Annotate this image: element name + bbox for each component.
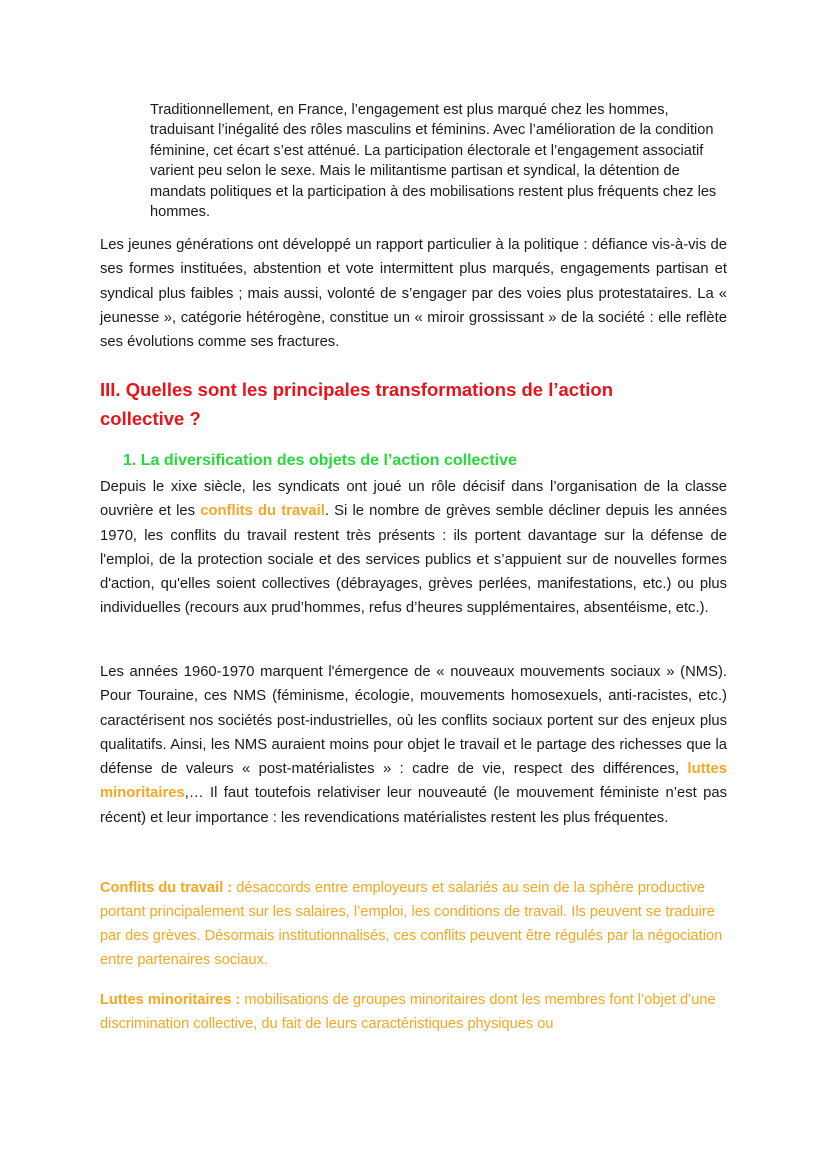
keyword-luttes-minoritaires: luttes minoritaires: [100, 761, 727, 802]
indented-quote: Traditionnellement, en France, l’engagement est plus marqué chez les hommes, traduisant l’inégalité des rôles masculins et féminins. Avec l’amélioration de la condition féminine, cet écart s’est atténué. La participation électorale et l’engagement associatif varient peu selon le sexe. Mais le militantisme partisan et syndical, la détention de mandats politiques et la participation à des mobilisations restent plus fréquents chez les hommes.: [150, 102, 717, 221]
definition-term: Luttes minoritaires :: [100, 992, 241, 1008]
keyword-conflits-du-travail: conflits du travail: [200, 503, 325, 520]
section-heading: III. Quelles sont les principales transformations de l’action collective ?: [100, 379, 613, 429]
definition-conflits-du-travail: [100, 876, 727, 972]
definition-text: désaccords entre employeurs et salariés au sein de la sphère productive portant principalement sur les salaires, l’emploi, les conditions de travail. Ils peuvent se traduire par des grèves. Désormais institutionnalisés, ces conflits peuvent être régulés par la négociation entre partenaires sociaux.: [100, 880, 723, 968]
definition-luttes-minoritaires: [100, 988, 727, 1036]
text: ,… Il faut toutefois relativiser leur nouveauté (le mouvement féministe n’est pas récent) et leur importance : les revendications matérialistes restent les plus fréquentes.: [100, 785, 727, 826]
text: Les années 1960-1970 marquent l'émergence de « nouveaux mouvements sociaux » (NMS). Pour Touraine, ces NMS (féminisme, écologie, mouvements homosexuels, anti-racistes, etc.) caractérisent nos sociétés post-industrielles, où les conflits sociaux portent sur des enjeux plus qualitatifs. Ainsi, les NMS auraient moins pour objet le travail et le partage des richesses que la défense de valeurs « post-matérialistes » : cadre de vie, respect des différences,: [100, 664, 727, 778]
definition-term: Conflits du travail :: [100, 880, 233, 896]
subsection-heading: 1. La diversification des objets de l’action collective: [123, 452, 517, 469]
unions-paragraph: [100, 475, 727, 621]
text: . Si le nombre de grèves semble décliner depuis les années 1970, les conflits du travail restent très présents : ils portent davantage sur la défense de l'emploi, de la protection sociale et des services publics et s’appuient sur de nouvelles formes d'action, qu'elles soient collectives (débrayages, grèves perlées, manifestations, etc.) ou plus individuelles (recours aux prud’hommes, refus d’heures supplémentaires, absentéisme, etc.).: [100, 503, 727, 617]
nms-paragraph: [100, 660, 727, 830]
definition-text: mobilisations de groupes minoritaires dont les membres font l’objet d’une discrimination collective, du fait de leurs caractéristiques physiques ou: [100, 992, 716, 1032]
text: Depuis le xixe siècle, les syndicats ont joué un rôle décisif dans l’organisation de la classe ouvrière et les: [100, 479, 727, 520]
youth-paragraph: Les jeunes générations ont développé un rapport particulier à la politique : défiance vis-à-vis de ses formes instituées, abstention et vote intermittent plus marqués, engagements partisan et syndical plus faibles ; mais aussi, volonté de s’engager par des voies plus protestataires. La « jeunesse », catégorie hétérogène, constitue un « miroir grossissant » de la société : elle reflète ses évolutions comme ses fractures.: [100, 237, 727, 351]
